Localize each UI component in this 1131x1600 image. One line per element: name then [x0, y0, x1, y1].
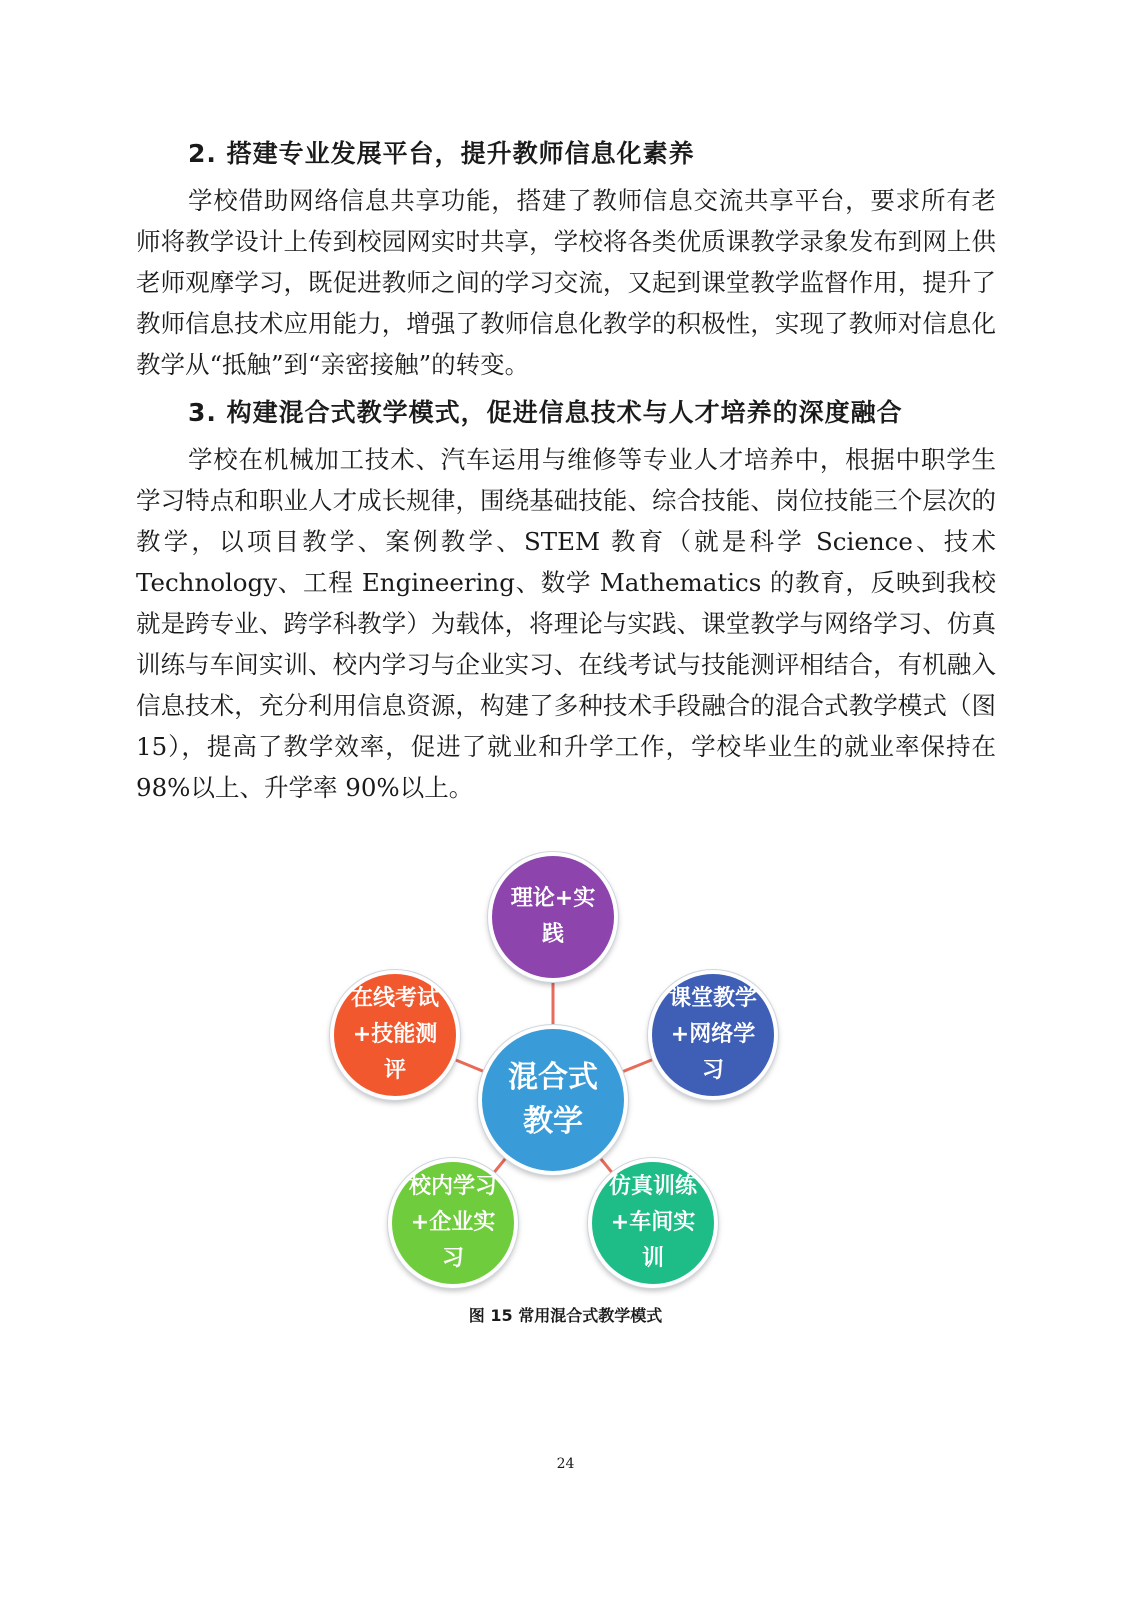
node-online-exam-skill [330, 970, 460, 1100]
node-classroom-network [648, 970, 778, 1100]
blended-teaching-diagram [330, 850, 800, 1300]
node-theory-practice [488, 852, 618, 982]
node-simulation-workshop [588, 1158, 718, 1288]
node-label: 课堂教学+网络学习 [669, 986, 758, 1083]
section-3-paragraph: 学校在机械加工技术、汽车运用与维修等专业人才培养中，根据中职学生学习特点和职业人才成长规律，围绕基础技能、综合技能、岗位技能三个层次的教学，以项目教学、案例教学、STEM 教育（就是科学 Science、技术 Technology、工程 Engineering、数学 Mathematics 的教育，反映到我校就是跨专业、跨学科教学）为载体，将理论与实践、课堂教学与网络学习、仿真训练与车间实训、校内学习与企业实习、在线考试与技能测评相结合，有机融入信息技术，充分利用信息资源，构建了多种技术手段融合的混合式教学模式（图 15），提高了教学效率，促进了就业和升学工作，学校毕业生的就业率保持在 98%以上、升学率 90%以上。 [136, 445, 996, 802]
section-2-heading: 2. 搭建专业发展平台，提升教师信息化素养 [188, 139, 695, 168]
section-3-heading: 3. 构建混合式教学模式，促进信息技术与人才培养的深度融合 [188, 398, 903, 427]
page-number: 24 [556, 1456, 575, 1472]
section-2-paragraph: 学校借助网络信息共享功能，搭建了教师信息交流共享平台，要求所有老师将教学设计上传到校园网实时共享，学校将各类优质课教学录象发布到网上供老师观摩学习，既促进教师之间的学习交流，又起到课堂教学监督作用，提升了教师信息技术应用能力，增强了教师信息化教学的积极性，实现了教师对信息化教学从“抵触”到“亲密接触”的转变。 [136, 186, 996, 379]
node-label: 仿真训练+车间实训 [609, 1174, 698, 1271]
node-label: 校内学习+企业实习 [409, 1174, 498, 1271]
node-label: 理论+实践 [510, 886, 596, 947]
figure-caption: 图 15 常用混合式教学模式 [468, 1306, 663, 1325]
center-node-label: 混合式教学 [508, 1060, 598, 1139]
node-label: 在线考试+技能测评 [351, 986, 440, 1083]
node-school-enterprise [388, 1158, 518, 1288]
center-node [478, 1025, 628, 1175]
